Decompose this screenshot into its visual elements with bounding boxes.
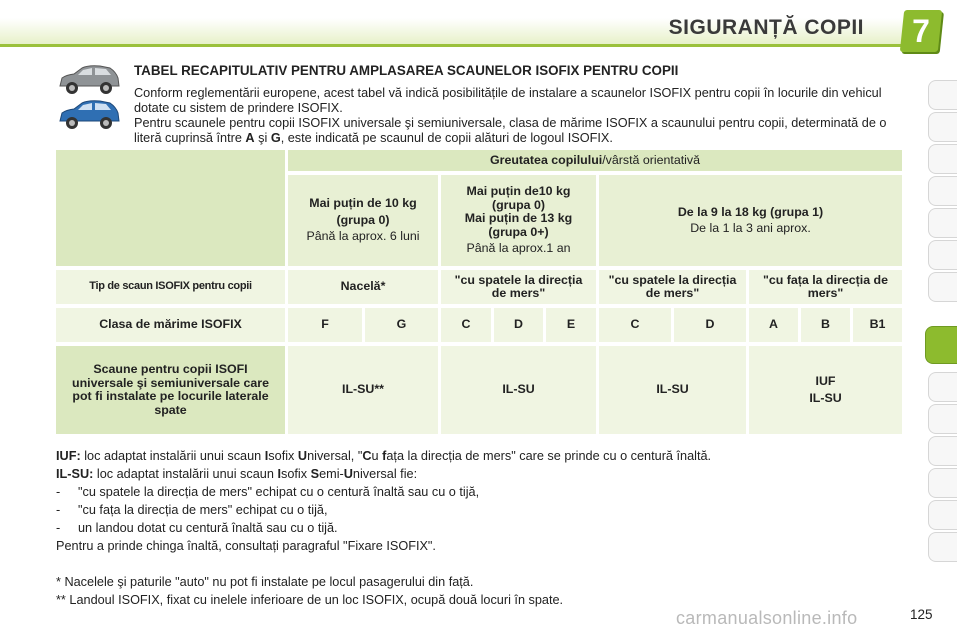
- group-0-title: Mai puțin de 10 kg: [309, 196, 417, 211]
- seat-type-label: Tip de scaun ISOFIX pentru copii: [56, 270, 285, 304]
- chapter-tab-active[interactable]: [925, 326, 957, 364]
- para-text: , este indicată pe scaunul de copii alături de logoul ISOFIX.: [280, 130, 613, 145]
- intro-paragraph: Conform reglementării europene, acest tabel vă indică posibilitățile de instalare a scaunelor ISOFIX pentru copii în locurile din vehicul dotate cu sistem de prindere ISOFIX.: [134, 86, 882, 115]
- chapter-tab[interactable]: [928, 112, 957, 142]
- group-0-age: Până la aprox. 6 luni: [306, 229, 420, 244]
- car-grey-icon: [56, 62, 122, 98]
- weight-header-rest: /vârstă orientativă: [602, 152, 701, 167]
- seat-type-rear-facing: "cu spatele la direcția de mers": [599, 270, 746, 304]
- chapter-tab[interactable]: [928, 272, 957, 302]
- section-title: TABEL RECAPITULATIV PENTRU AMPLASAREA SCAUNELOR ISOFIX PENTRU COPII: [134, 63, 679, 78]
- size-class-cell: C: [441, 308, 491, 342]
- para-letter-g: G: [270, 130, 281, 145]
- chapter-tab[interactable]: [928, 208, 957, 238]
- note-text: niversal, ": [307, 449, 363, 463]
- iuf-label: IUF:: [56, 449, 81, 463]
- para-text: Pentru scaunele pentru copii ISOFIX universale şi semiuniversale, clasa de mărime ISOFIX a scaunului pentru copii, determinată de o literă cuprinsă între: [134, 116, 887, 145]
- list-item: [56, 483, 906, 501]
- note-letter: S: [310, 467, 320, 481]
- ilsu-value: IL-SU: [809, 390, 842, 405]
- note-text: sofix: [268, 449, 298, 463]
- universal-value: IL-SU: [599, 346, 746, 434]
- chapter-tab[interactable]: [928, 80, 957, 110]
- size-class-cell: D: [494, 308, 543, 342]
- iuf-note: [56, 447, 906, 465]
- weight-header-bold: Greutatea copilului: [489, 152, 603, 167]
- group-0plus-header: [441, 175, 596, 266]
- note-letter: f: [382, 449, 387, 463]
- note-letter: U: [343, 467, 353, 481]
- seat-type-forward-facing: "cu fața la direcția de mers": [749, 270, 902, 304]
- size-class-cell: B1: [853, 308, 902, 342]
- universal-seats-label: Scaune pentru copii ISOFI universale şi semiuniversale care pot fi instalate pe locurile laterale spate: [56, 346, 285, 434]
- note-text: niversal fie:: [352, 467, 418, 481]
- group-0plus-age: Până la aprox.1 an: [466, 241, 571, 256]
- bullet-marker: -: [56, 485, 61, 499]
- size-class-label: Clasa de mărime ISOFIX: [56, 308, 285, 342]
- size-class-paragraph: [134, 116, 904, 145]
- chapter-tab[interactable]: [928, 240, 957, 270]
- page-number: 125: [910, 607, 933, 622]
- page-header: [0, 0, 960, 60]
- note-text: sofix: [280, 467, 311, 481]
- footnotes: [56, 573, 906, 609]
- group-0plus-line: (grupa 0+): [488, 224, 549, 239]
- chapter-tab[interactable]: [928, 176, 957, 206]
- group-0-header: [288, 175, 438, 266]
- bullet-marker: -: [56, 503, 61, 517]
- seat-type-rear-facing: "cu spatele la direcția de mers": [441, 270, 596, 304]
- list-item-text: un landou dotat cu centură înaltă sau cu o tijă.: [78, 521, 338, 535]
- group-0plus-line: Mai puțin de10 kg: [466, 184, 571, 199]
- chapter-tab[interactable]: [928, 468, 957, 498]
- table-corner: [56, 150, 285, 266]
- universal-value: IL-SU**: [288, 346, 438, 434]
- chapter-tab[interactable]: [928, 144, 957, 174]
- note-letter: C: [362, 449, 372, 463]
- bullet-marker: -: [56, 521, 61, 535]
- size-class-cell: F: [288, 308, 362, 342]
- ilsu-note: [56, 465, 906, 483]
- note-text: ața la direcția de mers" care se prinde cu o centură înaltă.: [386, 449, 712, 463]
- note-text: loc adaptat instalării unui scaun: [93, 467, 278, 481]
- list-item-text: "cu spatele la direcția de mers" echipat cu o centură înaltă sau cu o tijă,: [78, 485, 480, 499]
- group-1-header: [599, 175, 902, 266]
- para-text: şi: [254, 130, 271, 145]
- group-1-title: De la 9 la 18 kg (grupa 1): [677, 205, 824, 219]
- footnote: * Nacelele şi paturile "auto" nu pot fi instalate pe locul pasagerului din față.: [56, 575, 474, 589]
- seat-type-nacela: Nacelă*: [288, 270, 438, 304]
- note-text: loc adaptat instalării unui scaun: [80, 449, 265, 463]
- para-letter-a: A: [245, 130, 255, 145]
- chapter-tab[interactable]: [928, 532, 957, 562]
- chapter-tabs: [928, 70, 960, 570]
- size-class-cell: E: [546, 308, 596, 342]
- watermark: carmanualsonline.info: [676, 608, 858, 628]
- group-0plus-line: Mai puțin de 13 kg: [464, 211, 573, 226]
- iuf-value: IUF: [815, 374, 836, 388]
- chapter-tab[interactable]: [928, 500, 957, 530]
- group-1-age: De la 1 la 3 ani aprox.: [690, 220, 811, 235]
- note-letter: U: [297, 449, 308, 463]
- legend-notes: [56, 447, 906, 555]
- weight-header: [288, 150, 902, 171]
- note-letter: I: [264, 449, 269, 463]
- chapter-tab[interactable]: [928, 436, 957, 466]
- group-0plus-line: (grupa 0): [491, 197, 545, 212]
- list-item: [56, 519, 906, 537]
- note-text: u: [371, 449, 383, 463]
- footnote: ** Landoul ISOFIX, fixat cu inelele inferioare de un loc ISOFIX, ocupă două locuri în spate.: [56, 593, 564, 607]
- ilsu-label: IL-SU:: [56, 467, 94, 481]
- chapter-tab[interactable]: [928, 372, 957, 402]
- note-letter: I: [277, 467, 281, 481]
- universal-value-forward: [749, 346, 902, 434]
- size-class-cell: C: [599, 308, 671, 342]
- universal-value: IL-SU: [441, 346, 596, 434]
- list-item-text: "cu fața la direcția de mers" echipat cu o tijă,: [78, 503, 328, 517]
- note-text: emi-: [319, 467, 344, 481]
- closing-note: Pentru a prinde chinga înaltă, consultați paragraful "Fixare ISOFIX".: [56, 539, 436, 553]
- chapter-title: SIGURANȚĂ COPII: [668, 16, 864, 39]
- size-class-cell: G: [365, 308, 438, 342]
- size-class-cell: A: [749, 308, 798, 342]
- chapter-number: 7: [912, 13, 930, 49]
- group-0-subtitle: (grupa 0): [336, 212, 390, 227]
- size-class-cell: D: [674, 308, 746, 342]
- chapter-tab[interactable]: [928, 404, 957, 434]
- list-item: [56, 501, 906, 519]
- car-blue-icon: [56, 97, 122, 133]
- size-class-cell: B: [801, 308, 850, 342]
